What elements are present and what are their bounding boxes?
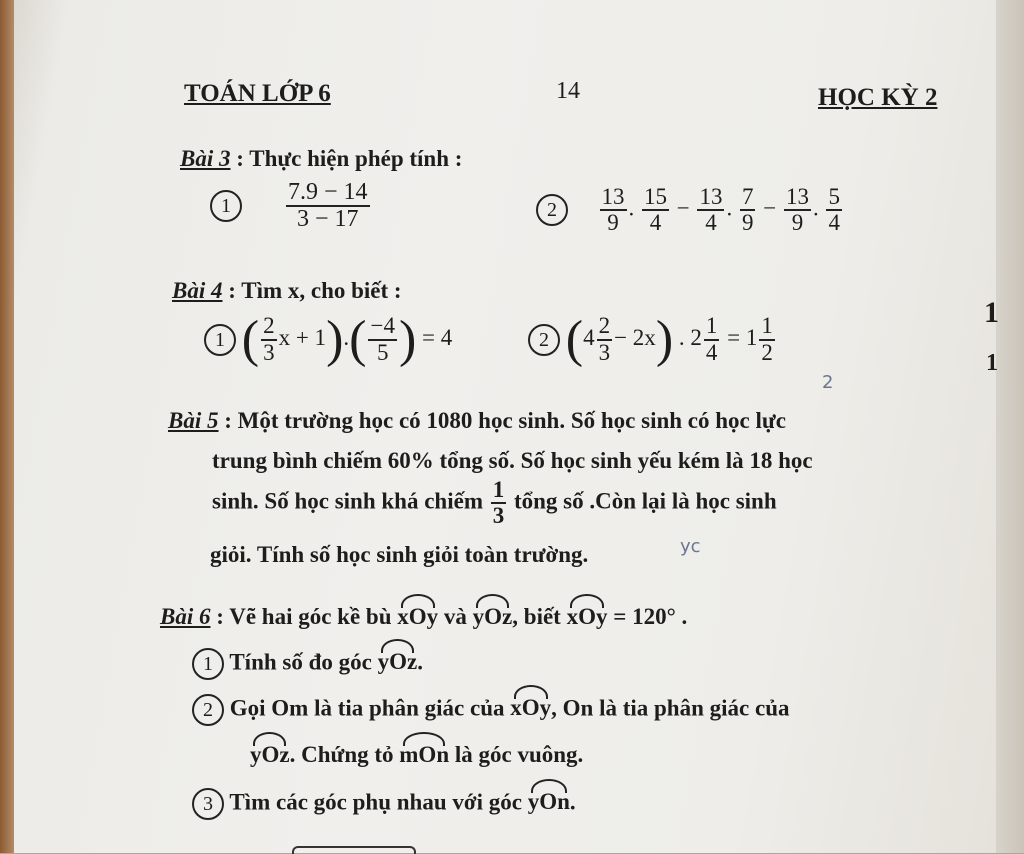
problem-number-circle: 1 [210,190,242,222]
bai6-item-2: 2 Gọi Om là tia phân giác của xOy, On là tia phân giác của [192,694,790,726]
next-page-edge [996,0,1024,853]
problem-number-circle: 2 [536,194,568,226]
problem-number-circle: 1 [204,324,236,356]
angle: yOz [378,649,418,675]
margin-mark: 1 [986,350,998,376]
bai6-intro: Bài 6 : Vẽ hai góc kề bù xOy và yOz, biết xOy = 120° . [160,604,687,630]
bai5-label: Bài 5 [168,408,219,433]
bai6-item-3: 3 Tìm các góc phụ nhau với góc yOn. [192,788,576,820]
fraction: $\frac{1}{3}$ [492,477,505,529]
book-spine [0,0,14,853]
bai4-problem-1: 1 ( $\frac{2}{3}$ x + 1).( $\frac{-4}{5}$ ) = 4 [204,310,452,369]
pen-scribble: yc [680,536,701,557]
pen-scribble: 2 [822,372,834,393]
fraction: $\frac{5}{4}$ [828,184,840,236]
bai5-line-2: trung bình chiếm 60% tổng số. Số học sinh yếu kém là 18 học [212,448,813,473]
problem-number-circle: 2 [528,324,560,356]
fraction: $\frac{13}{4}$ [699,184,723,236]
bai4-heading [172,278,402,304]
angle: xOy [567,604,608,630]
fraction: $\frac{1}{4}$ [705,313,718,365]
problem-number-circle: 1 [192,648,224,680]
angle: yOz [473,604,513,630]
bai4-problem-2: 2 (4 $\frac{2}{3}$ − 2x) . 2 $\frac{1}{4}$ = 1 $\frac{1}{2}$ [528,310,777,369]
fraction: $\frac{13}{9}$ [601,184,625,236]
fraction: $\frac{15}{4}$ [644,184,667,236]
bai3-title: : Thực hiện phép tính : [236,146,463,171]
bai3-problem-1 [210,180,372,232]
header-subject: TOÁN LỚP 6 [184,80,331,107]
bai4-label: Bài 4 [172,278,223,303]
bai6-item-2-cont: yOz. Chứng tỏ mOn là góc vuông. [250,742,583,768]
page-number: 14 [556,78,580,104]
angle: mOn [399,742,449,768]
fraction: $\frac{2}{3}$ [598,313,611,365]
fraction: $\frac{7.9 - 14}{3 - 17}$ [288,179,368,233]
bai6-label: Bài 6 [160,604,211,629]
bai3-heading [180,146,462,172]
bai5-line-4: giỏi. Tính số học sinh giỏi toàn trường. [210,542,589,567]
fraction: $\frac{13}{9}$ [785,184,809,236]
fraction: $\frac{7}{9}$ [741,184,754,236]
angle: yOz [250,742,290,768]
header-semester: HỌC KỲ 2 [818,84,938,111]
bai6-item-1: 1 Tính số đo góc yOz. [192,648,423,680]
problem-number-circle: 2 [192,694,224,726]
bai4-title: : Tìm x, cho biết : [228,278,402,303]
angle: yOn [528,789,570,815]
fraction: $\frac{-4}{5}$ [370,313,395,365]
angle: xOy [397,604,438,630]
fraction: $\frac{2}{3}$ [263,313,275,365]
problem-number-circle: 3 [192,788,224,820]
bai3-label: Bài 3 [180,146,231,171]
bai5-line-3: sinh. Số học sinh khá chiếm $\frac{1}{3}$ tổng số .Còn lại là học sinh [212,477,777,529]
angle: xOy [510,695,551,721]
margin-mark: 1 [984,296,999,329]
bai5-line-1: Bài 5 : Một trường học có 1080 học sinh. Số học sinh có học lực [168,408,786,433]
bai3-problem-2: 2 $\frac{13}{9}$ . $\frac{15}{4}$ − $\frac{13}{4}$ . $\frac{7}{9}$ − $\frac{13}{9}$ . $\frac{5}{4}$ [536,185,844,235]
fraction: $\frac{1}{2}$ [761,313,773,365]
